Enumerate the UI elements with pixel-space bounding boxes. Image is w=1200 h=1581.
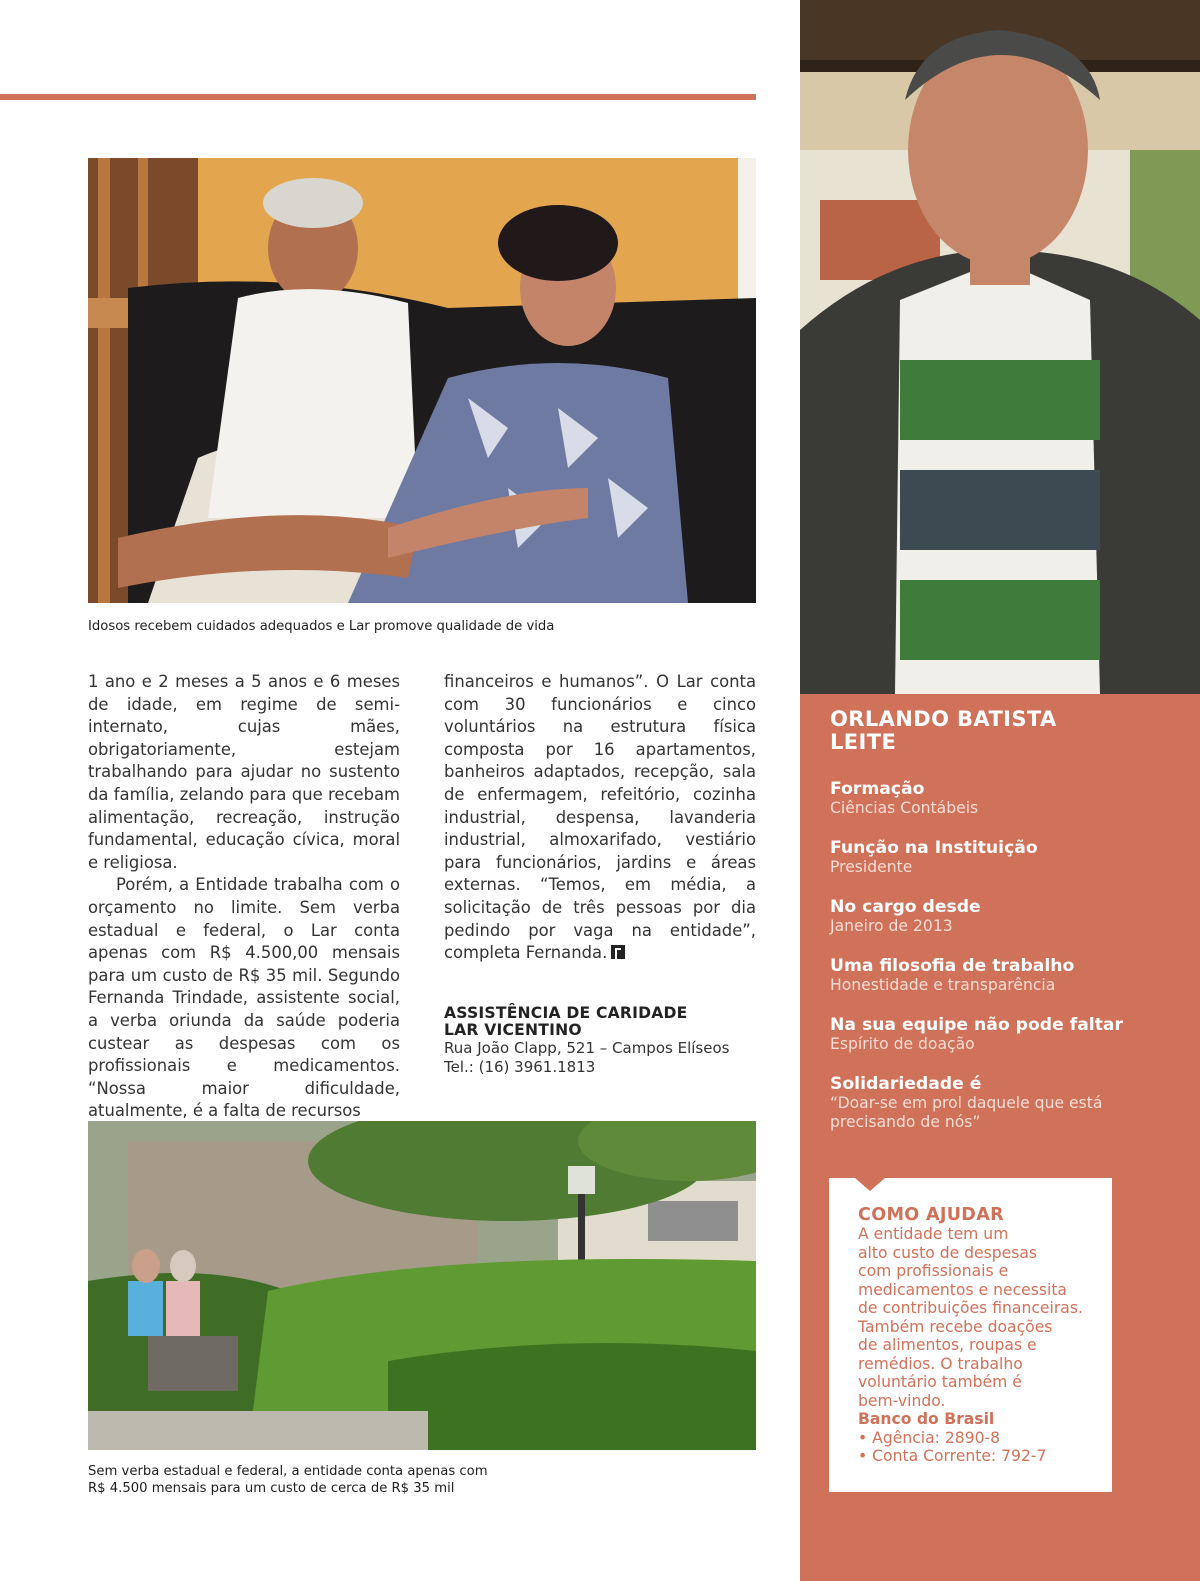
profile-fact-label: Na sua equipe não pode faltar	[830, 1015, 1123, 1035]
organization-name: ASSISTÊNCIA DE CARIDADE	[444, 1004, 688, 1022]
organization-address: Rua João Clapp, 521 – Campos Elíseos	[444, 1039, 730, 1057]
article-paragraph	[444, 671, 756, 965]
profile-fact-value: “Doar-se em prol daquele que está	[830, 1094, 1103, 1112]
how-to-help-box	[829, 1178, 1112, 1492]
profile-facts	[830, 779, 1180, 1152]
profile-fact-label: Uma filosofia de trabalho	[830, 956, 1075, 976]
organization-name: LAR VICENTINO	[444, 1021, 582, 1039]
organization-info	[444, 1005, 764, 1077]
profile-fact-funcao	[830, 838, 1180, 877]
photo-portrait-image	[800, 0, 1200, 694]
how-to-help-line: voluntário também é	[858, 1373, 1022, 1391]
how-to-help-line: com profissionais e	[858, 1262, 1009, 1280]
caption-garden-line: R$ 4.500 mensais para um custo de cerca de R$ 35 mil	[88, 1481, 455, 1496]
profile-fact-value: Janeiro de 2013	[830, 917, 953, 935]
article-column-left	[88, 671, 400, 1123]
how-to-help-line: de contribuições financeiras.	[858, 1299, 1083, 1317]
caption-garden	[88, 1463, 558, 1497]
end-of-article-icon	[611, 945, 625, 959]
how-to-help-line: medicamentos e necessita	[858, 1280, 1067, 1299]
bank-name: Banco do Brasil	[858, 1410, 995, 1428]
photo-elderly-couple	[88, 158, 756, 603]
profile-name-line: LEITE	[830, 730, 897, 754]
profile-sidebar	[800, 694, 1200, 1581]
how-to-help-line: remédios. O trabalho	[858, 1354, 1023, 1373]
profile-name-line: ORLANDO BATISTA	[830, 707, 1057, 731]
photo-elderly-couple-image	[88, 158, 756, 603]
bank-agency: • Agência: 2890-8	[858, 1428, 1001, 1447]
article-paragraph-text: financeiros e humanos”. O Lar conta com 30 funcionários e cinco voluntários na estrutura física composta por 16 apartamentos, banheiros adaptados, recepção, sala de enfermagem, refeitório, cozinha industrial, despensa, lavanderia industrial, almoxarifado, vestiário para funcionários, jardins e áreas externas. “Temos, em média, a solicitação de três pessoas por dia pedindo por vaga na entidade”, completa Fernanda.	[444, 672, 756, 963]
article-paragraph: Porém, a Entidade trabalha com o orçamento no limite. Sem verba estadual e federal, o Lar conta apenas com R$ 4.500,00 mensais para um custo de R$ 35 mil. Segundo Fernanda Trindade, assistente social, a verba oriunda da saúde poderia custear as despesas com os profissionais e medicamentos. “Nossa maior dificuldade, atualmente, é a falta de recursos	[88, 875, 400, 1121]
how-to-help-line: bem-vindo.	[858, 1391, 946, 1410]
top-accent-rule	[0, 94, 756, 100]
profile-fact-value: Honestidade e transparência	[830, 976, 1056, 994]
profile-fact-solidariedade	[830, 1074, 1180, 1132]
photo-garden-image	[88, 1121, 756, 1450]
article-column-right	[444, 671, 756, 965]
profile-fact-label: No cargo desde	[830, 897, 981, 917]
profile-fact-label: Formação	[830, 779, 925, 799]
profile-name	[830, 708, 1170, 754]
profile-fact-formacao	[830, 779, 1180, 818]
organization-phone: Tel.: (16) 3961.1813	[444, 1058, 596, 1076]
how-to-help-line: A entidade tem um	[858, 1225, 1009, 1243]
profile-fact-equipe	[830, 1015, 1180, 1054]
profile-fact-value: Espírito de doação	[830, 1035, 975, 1053]
how-to-help-content	[858, 1206, 1098, 1466]
how-to-help-line: Também recebe doações	[858, 1317, 1053, 1336]
how-to-help-title: COMO AJUDAR	[858, 1205, 1004, 1225]
article-paragraph: 1 ano e 2 meses a 5 anos e 6 meses de idade, em regime de semi-internato, cujas mães, obrigatoriamente, estejam trabalhando para ajudar no sustento da família, zelando para que recebam alimentação, recreação, instrução fundamental, educação cívica, moral e religiosa.	[88, 672, 400, 872]
profile-fact-cargo-desde	[830, 897, 1180, 936]
profile-fact-value: Presidente	[830, 858, 913, 876]
profile-fact-value: precisando de nós”	[830, 1113, 981, 1131]
photo-portrait-president	[800, 0, 1200, 694]
profile-fact-label: Função na Instituição	[830, 838, 1038, 858]
profile-fact-value: Ciências Contábeis	[830, 799, 979, 817]
caption-couple: Idosos recebem cuidados adequados e Lar promove qualidade de vida	[88, 619, 555, 634]
profile-fact-filosofia	[830, 956, 1180, 995]
photo-garden	[88, 1121, 756, 1450]
how-to-help-line: alto custo de despesas	[858, 1243, 1038, 1262]
caption-garden-line: Sem verba estadual e federal, a entidade conta apenas com	[88, 1464, 488, 1479]
profile-fact-label: Solidariedade é	[830, 1074, 982, 1094]
bank-account: • Conta Corrente: 792-7	[858, 1447, 1047, 1465]
how-to-help-line: de alimentos, roupas e	[858, 1336, 1037, 1354]
